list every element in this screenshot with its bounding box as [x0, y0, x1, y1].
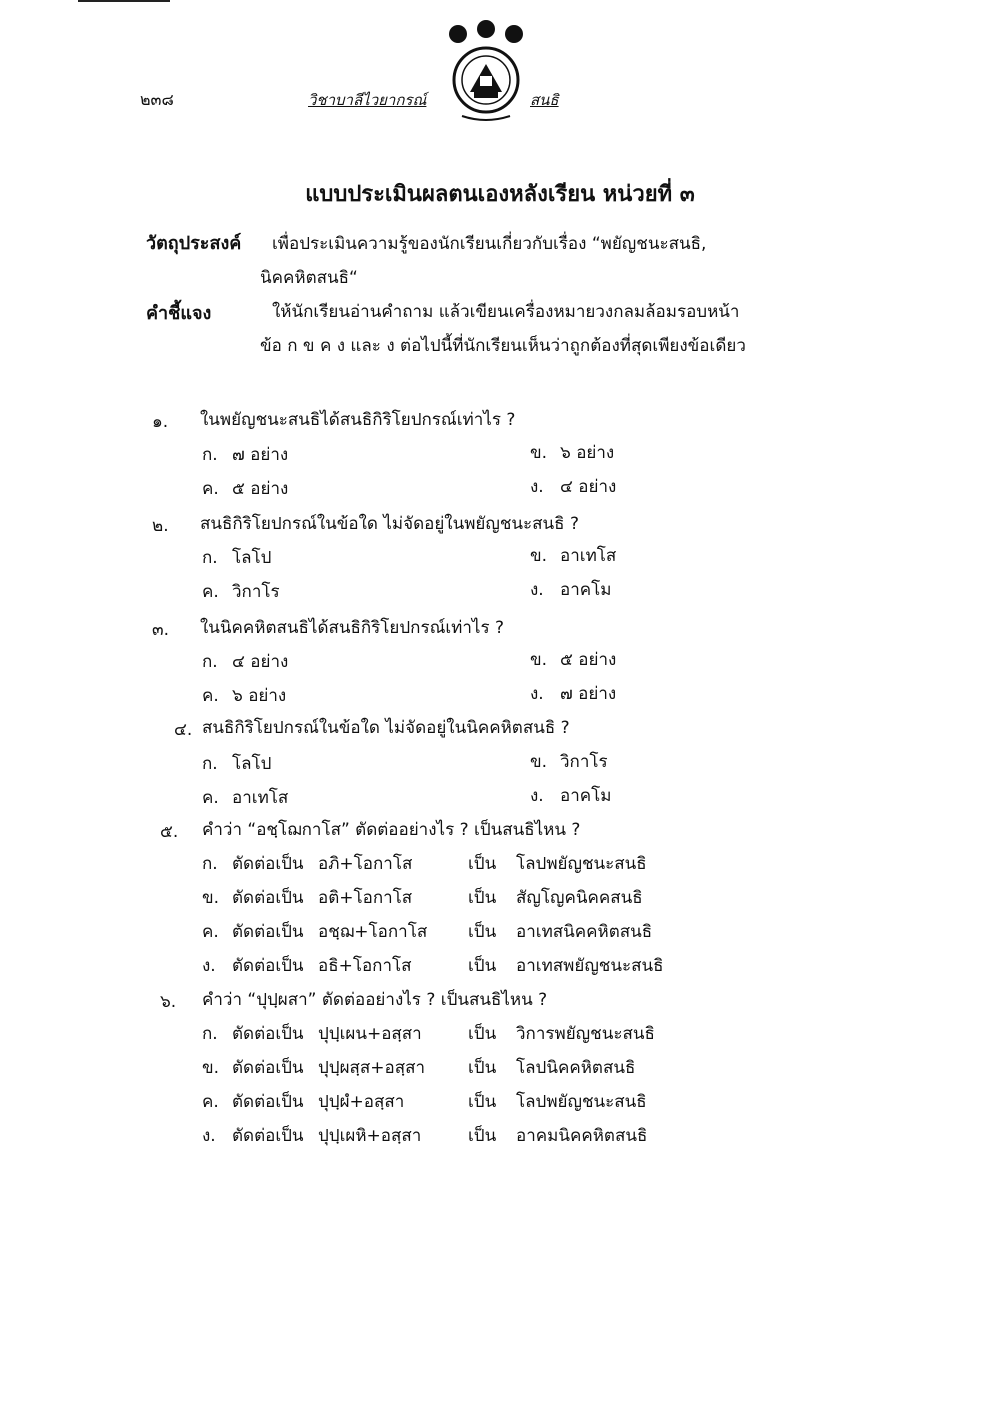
- answer-option[interactable]: ง. ตัดต่อเป็น ปุปฺเผหิ+อสฺสา เป็น อาคมนิคคหิตสนธิ: [202, 1126, 648, 1146]
- question-text: สนธิกิริโยปกรณ์ในข้อใด ไม่จัดอยู่ในนิคคหิตสนธิ ?: [202, 718, 570, 738]
- objective-label: วัตถุประสงค์: [146, 233, 242, 254]
- top-rule: [78, 0, 170, 2]
- answer-option[interactable]: ง. อาคโม: [530, 580, 612, 600]
- answer-option[interactable]: ก. โลโป: [202, 548, 272, 568]
- question-number: ๕.: [160, 822, 179, 842]
- objective-text-line2: นิคคหิตสนธิ“: [260, 268, 358, 288]
- answer-option[interactable]: ข. ตัดต่อเป็น อติ+โอกาโส เป็น สัญโญคนิคคสนธิ: [202, 888, 643, 908]
- answer-option[interactable]: ค. ๕ อย่าง: [202, 479, 289, 499]
- answer-option[interactable]: ก. โลโป: [202, 754, 272, 774]
- answer-option[interactable]: ค. อาเทโส: [202, 788, 289, 808]
- question-text: คำว่า “ปุปฺผสา” ตัดต่ออย่างไร ? เป็นสนธิไหน ?: [202, 990, 548, 1010]
- answer-option[interactable]: ง. ๗ อย่าง: [530, 684, 617, 704]
- question-number: ๔.: [174, 720, 193, 740]
- answer-option[interactable]: ค. ตัดต่อเป็น อชฺฌ+โอกาโส เป็น อาเทสนิคคหิตสนธิ: [202, 922, 653, 942]
- institution-seal-icon: [440, 20, 532, 126]
- answer-option[interactable]: ข. วิกาโร: [530, 752, 608, 772]
- instructions-text-line1: ให้นักเรียนอ่านคำถาม แล้วเขียนเครื่องหมายวงกลมล้อมรอบหน้า: [272, 302, 740, 322]
- page-title: แบบประเมินผลตนเองหลังเรียน หน่วยที่ ๓: [305, 182, 695, 207]
- question-number: ๑.: [152, 412, 169, 432]
- answer-option[interactable]: ง. ตัดต่อเป็น อธิ+โอกาโส เป็น อาเทสพยัญชนะสนธิ: [202, 956, 664, 976]
- running-subtitle: สนธิ: [530, 91, 559, 109]
- question-number: ๓.: [152, 620, 170, 640]
- answer-option[interactable]: ก. ตัดต่อเป็น อภิ+โอกาโส เป็น โลปพยัญชนะสนธิ: [202, 854, 647, 874]
- answer-option[interactable]: ค. ตัดต่อเป็น ปุปฺผํ+อสฺสา เป็น โลปพยัญชนะสนธิ: [202, 1092, 647, 1112]
- instructions-label: คำชี้แจง: [146, 303, 212, 324]
- answer-option[interactable]: ข. ๖ อย่าง: [530, 443, 615, 463]
- instructions-text-line2: ข้อ ก ข ค ง และ ง ต่อไปนี้ที่นักเรียนเห็นว่าถูกต้องที่สุดเพียงข้อเดียว: [260, 336, 746, 356]
- running-title: วิชาบาลีไวยากรณ์: [308, 91, 427, 109]
- answer-option[interactable]: ข. อาเทโส: [530, 546, 617, 566]
- answer-option[interactable]: ก. ตัดต่อเป็น ปุปฺเผน+อสฺสา เป็น วิการพยัญชนะสนธิ: [202, 1024, 655, 1044]
- answer-option[interactable]: ก. ๗ อย่าง: [202, 445, 289, 465]
- answer-option[interactable]: ข. ๕ อย่าง: [530, 650, 617, 670]
- page-number: ๒๓๘: [140, 90, 174, 109]
- question-text: คำว่า “อชฺโฌกาโส” ตัดต่ออย่างไร ? เป็นสนธิไหน ?: [202, 820, 581, 840]
- answer-option[interactable]: ค. วิกาโร: [202, 582, 280, 602]
- answer-option[interactable]: ง. อาคโม: [530, 786, 612, 806]
- objective-text-line1: เพื่อประเมินความรู้ของนักเรียนเกี่ยวกับเรื่อง “พยัญชนะสนธิ,: [272, 234, 707, 254]
- answer-option[interactable]: ค. ๖ อย่าง: [202, 686, 287, 706]
- answer-option[interactable]: ข. ตัดต่อเป็น ปุปฺผสฺส+อสฺสา เป็น โลปนิคคหิตสนธิ: [202, 1058, 636, 1078]
- question-number: ๖.: [160, 992, 177, 1012]
- question-text: ในพยัญชนะสนธิได้สนธิกิริโยปกรณ์เท่าไร ?: [200, 410, 516, 430]
- answer-option[interactable]: ก. ๔ อย่าง: [202, 652, 289, 672]
- question-text: ในนิคคหิตสนธิได้สนธิกิริโยปกรณ์เท่าไร ?: [200, 618, 505, 638]
- question-number: ๒.: [152, 516, 169, 536]
- answer-option[interactable]: ง. ๔ อย่าง: [530, 477, 617, 497]
- question-text: สนธิกิริโยปกรณ์ในข้อใด ไม่จัดอยู่ในพยัญชนะสนธิ ?: [200, 514, 579, 534]
